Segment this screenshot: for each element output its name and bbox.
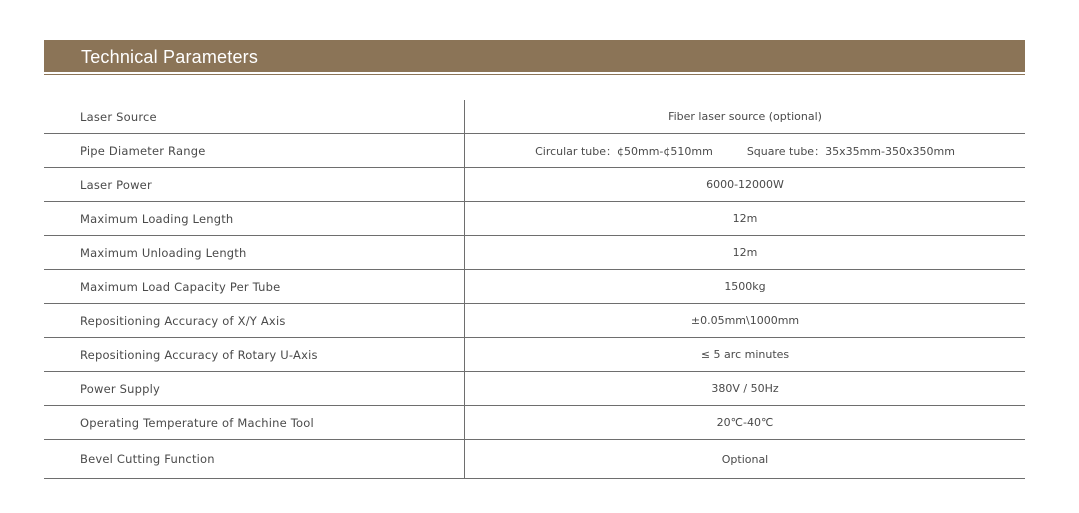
table-row: [44, 304, 1025, 338]
parameter-value: 380V / 50Hz: [464, 372, 1025, 405]
table-row: [44, 440, 1025, 479]
table-row: [44, 372, 1025, 406]
parameter-value: 6000-12000W: [464, 168, 1025, 201]
parameter-value: 1500kg: [464, 270, 1025, 303]
section-title: Technical Parameters: [81, 47, 259, 67]
parameter-value: ≤ 5 arc minutes: [464, 338, 1025, 371]
parameter-value: Optional: [464, 440, 1025, 478]
square-tube-range: Square tube：35x35mm-350x350mm: [746, 144, 955, 158]
parameter-name: Operating Temperature of Machine Tool: [80, 415, 314, 430]
parameter-value: [464, 134, 1025, 167]
table-row: [44, 168, 1025, 202]
parameter-name: Laser Power: [80, 177, 152, 192]
table-row: [44, 338, 1025, 372]
parameter-name: Repositioning Accuracy of X/Y Axis: [80, 313, 286, 328]
parameter-name: Maximum Load Capacity Per Tube: [80, 279, 281, 294]
parameter-value: 12m: [464, 202, 1025, 235]
parameter-value: Fiber laser source (optional): [464, 100, 1025, 133]
parameter-name: Bevel Cutting Function: [80, 452, 215, 466]
parameter-name: Maximum Loading Length: [80, 211, 234, 226]
table-row: [44, 270, 1025, 304]
parameter-name: Repositioning Accuracy of Rotary U-Axis: [80, 347, 318, 362]
table-row: [44, 100, 1025, 134]
parameter-name: Laser Source: [80, 109, 157, 124]
parameter-name: Pipe Diameter Range: [80, 143, 206, 158]
parameter-value: 20℃-40℃: [464, 406, 1025, 439]
parameter-value: 12m: [464, 236, 1025, 269]
circular-tube-range: Circular tube：¢50mm-¢510mm: [535, 144, 713, 158]
table-row: [44, 134, 1025, 168]
section-header-bar: [44, 40, 1025, 72]
table-row: [44, 236, 1025, 270]
table-row: [44, 202, 1025, 236]
table-row: [44, 406, 1025, 440]
parameter-name: Power Supply: [80, 381, 161, 396]
parameter-name: Maximum Unloading Length: [80, 245, 247, 260]
parameters-table: [44, 100, 1025, 479]
header-divider: [44, 74, 1025, 75]
parameter-value: ±0.05mm\1000mm: [464, 304, 1025, 337]
